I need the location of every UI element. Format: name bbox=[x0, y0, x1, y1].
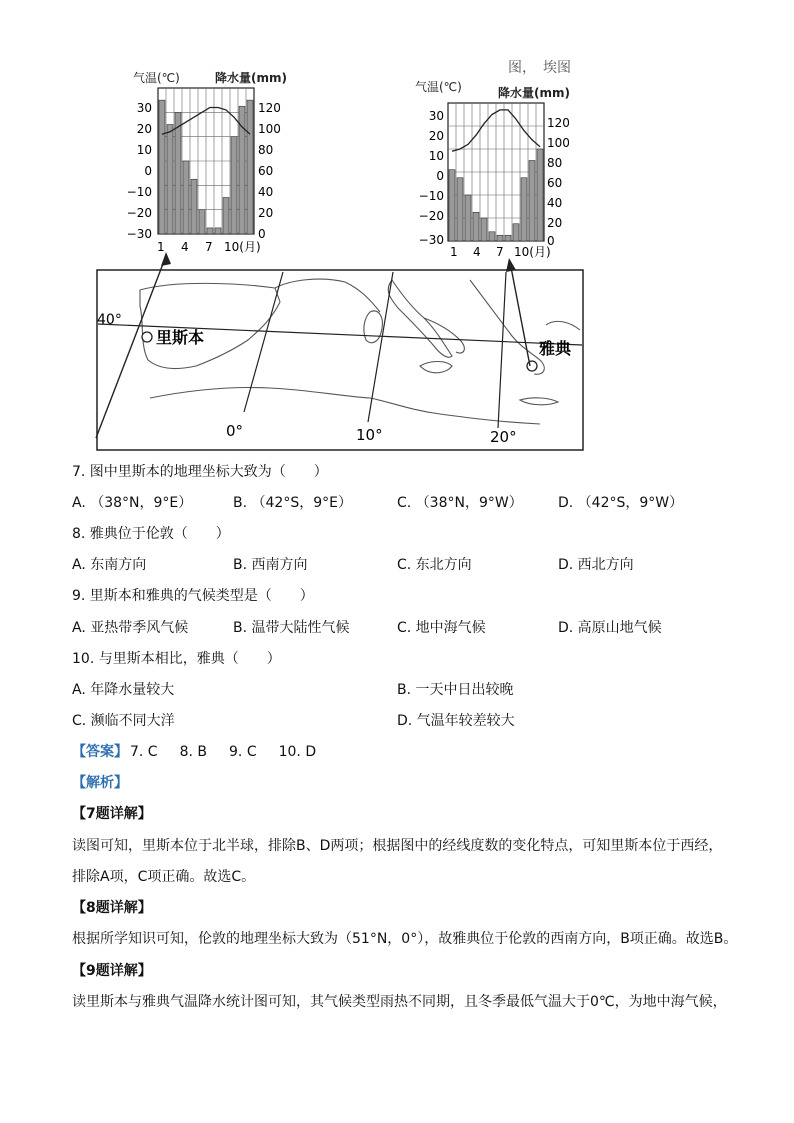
right-precip-bar bbox=[529, 161, 535, 242]
right-temp-tick: −10 bbox=[418, 189, 444, 203]
meridian-0-label: 0° bbox=[226, 422, 244, 440]
right-x-tick: 4 bbox=[473, 245, 481, 259]
left-chart-temp-ticks bbox=[127, 101, 152, 241]
q9-option-b[interactable]: B. 温带大陆性气候 bbox=[233, 620, 350, 636]
greece-coastline bbox=[470, 280, 544, 374]
right-precip-bar bbox=[473, 212, 479, 241]
africa-coastline bbox=[150, 387, 540, 424]
q9-option-a[interactable]: A. 亚热带季风气候 bbox=[72, 620, 189, 636]
turkey-coastline bbox=[546, 321, 580, 330]
top-fragment-text: 图， 埃图 bbox=[480, 60, 571, 76]
right-precip-tick: 40 bbox=[547, 196, 563, 210]
q7-option-c[interactable]: C. （38°N，9°W） bbox=[397, 495, 523, 511]
q7-option-b[interactable]: B. （42°S，9°E） bbox=[233, 495, 352, 511]
left-x-tick: 10(月) bbox=[224, 240, 261, 254]
detail-7-text: 读图可知，里斯本位于北半球，排除B、D两项；根据图中的经线度数的变化特点，可知里斯本位于西经， bbox=[72, 838, 723, 854]
right-temp-tick: −20 bbox=[418, 209, 444, 223]
lisbon-pointer-line bbox=[96, 256, 166, 438]
right-temp-tick: 30 bbox=[428, 109, 444, 123]
detail-9-head: 【9题详解】 bbox=[72, 963, 152, 979]
q10-option-a[interactable]: A. 年降水量较大 bbox=[72, 682, 175, 698]
right-precip-bar bbox=[513, 224, 519, 241]
analysis-tag: 【解析】 bbox=[72, 775, 128, 791]
left-temp-tick: 0 bbox=[144, 164, 152, 178]
meridian-10-line bbox=[368, 272, 393, 422]
right-precip-bar bbox=[497, 235, 503, 241]
right-x-tick: 7 bbox=[496, 245, 504, 259]
left-precip-bar bbox=[247, 100, 253, 234]
meridian-0-line bbox=[244, 272, 283, 412]
meridian-10-label: 10° bbox=[356, 426, 383, 444]
left-temp-tick: 10 bbox=[136, 143, 152, 157]
question-8-stem: 8. 雅典位于伦敦（ ） bbox=[72, 526, 230, 542]
right-precip-tick: 100 bbox=[547, 136, 570, 150]
answer-item: 8. B bbox=[179, 744, 208, 760]
question-7-stem: 7. 图中里斯本的地理坐标大致为（ ） bbox=[72, 464, 328, 480]
right-chart-x-ticks bbox=[450, 245, 551, 259]
left-precip-bar bbox=[223, 198, 229, 235]
left-precip-bar bbox=[231, 137, 237, 234]
figure-svg bbox=[0, 0, 794, 460]
iberia-coastline bbox=[140, 283, 280, 368]
detail-8-head: 【8题详解】 bbox=[72, 900, 152, 916]
right-chart-temp-title: 气温(℃) bbox=[415, 80, 462, 94]
mediterranean-map bbox=[96, 252, 583, 450]
q10-option-c[interactable]: C. 濒临不同大洋 bbox=[72, 713, 175, 729]
left-chart-precip-title: 降水量(mm) bbox=[215, 71, 287, 85]
right-precip-tick: 60 bbox=[547, 176, 563, 190]
athens-marker bbox=[527, 361, 537, 371]
left-precip-tick: 80 bbox=[258, 143, 274, 157]
right-precip-bar bbox=[521, 178, 527, 241]
italy-heel bbox=[424, 318, 464, 353]
answer-line bbox=[72, 742, 338, 762]
detail-8-text: 根据所学知识可知，伦敦的地理坐标大致为（51°N，0°），故雅典位于伦敦的西南方向，B项正确。故选B。 bbox=[72, 931, 738, 947]
left-chart-x-ticks bbox=[157, 240, 261, 254]
left-precip-bar bbox=[183, 161, 189, 234]
left-precip-bar bbox=[159, 100, 165, 234]
right-precip-bar bbox=[537, 149, 543, 241]
left-precip-tick: 120 bbox=[258, 101, 281, 115]
left-temp-tick: −10 bbox=[126, 185, 152, 199]
meridian-20-label: 20° bbox=[490, 428, 517, 446]
left-precip-tick: 60 bbox=[258, 164, 274, 178]
right-x-tick: 1 bbox=[450, 245, 458, 259]
right-temp-tick: 0 bbox=[436, 169, 444, 183]
left-precip-tick: 100 bbox=[258, 122, 281, 136]
climate-map-figure bbox=[0, 0, 794, 460]
left-temp-tick: 20 bbox=[136, 122, 152, 136]
sardinia bbox=[364, 311, 382, 343]
left-precip-bar bbox=[199, 210, 205, 234]
athens-pointer-arrow bbox=[506, 258, 516, 272]
question-9-stem: 9. 里斯本和雅典的气候类型是（ ） bbox=[72, 588, 314, 604]
q9-option-d[interactable]: D. 高原山地气候 bbox=[558, 620, 662, 636]
q8-option-b[interactable]: B. 西南方向 bbox=[233, 557, 308, 573]
left-temp-tick: −20 bbox=[126, 206, 152, 220]
map-frame bbox=[97, 270, 583, 450]
lisbon-climate-chart bbox=[127, 70, 287, 254]
left-precip-tick: 40 bbox=[258, 185, 274, 199]
left-temp-tick: −30 bbox=[126, 227, 152, 241]
left-x-tick: 1 bbox=[157, 240, 165, 254]
meridian-20-line bbox=[498, 272, 506, 428]
right-precip-tick: 120 bbox=[547, 116, 570, 130]
right-chart-temp-ticks bbox=[419, 109, 444, 247]
right-precip-bar bbox=[465, 195, 471, 241]
q7-option-a[interactable]: A. （38°N，9°E） bbox=[72, 495, 193, 511]
lisbon-pointer-arrow bbox=[161, 252, 171, 266]
left-precip-bar bbox=[239, 106, 245, 234]
left-temp-tick: 30 bbox=[136, 101, 152, 115]
italy-coastline bbox=[388, 280, 452, 357]
detail-9-text: 读里斯本与雅典气温降水统计图可知，其气候类型雨热不同期，且冬季最低气温大于0℃，为地中海气候， bbox=[72, 994, 727, 1010]
lisbon-marker bbox=[142, 332, 152, 342]
athens-climate-chart bbox=[415, 79, 570, 259]
left-precip-bar bbox=[191, 179, 197, 234]
left-precip-bar bbox=[175, 112, 181, 234]
left-precip-tick: 20 bbox=[258, 206, 274, 220]
right-x-tick: 10(月) bbox=[514, 245, 551, 259]
latitude-40-label: 40° bbox=[97, 312, 122, 328]
q7-option-d[interactable]: D. （42°S，9°W） bbox=[558, 495, 684, 511]
right-temp-tick: 10 bbox=[428, 149, 444, 163]
q8-option-d[interactable]: D. 西北方向 bbox=[558, 557, 634, 573]
left-precip-bar bbox=[167, 125, 173, 235]
answer-item: 9. C bbox=[229, 744, 257, 760]
right-chart-precip-title: 降水量(mm) bbox=[498, 86, 570, 100]
question-10-stem: 10. 与里斯本相比，雅典（ ） bbox=[72, 651, 281, 667]
right-precip-tick: 80 bbox=[547, 156, 563, 170]
athens-pointer-line bbox=[510, 262, 530, 366]
left-x-tick: 4 bbox=[181, 240, 189, 254]
lisbon-label: 里斯本 bbox=[156, 328, 205, 347]
left-precip-bar bbox=[207, 228, 213, 234]
answer-item: 10. D bbox=[278, 744, 317, 760]
france-coastline bbox=[275, 279, 380, 312]
crete bbox=[520, 398, 558, 405]
q9-option-c[interactable]: C. 地中海气候 bbox=[397, 620, 486, 636]
answer-item: 7. C bbox=[130, 744, 158, 760]
right-precip-bar bbox=[505, 235, 511, 241]
left-precip-tick: 0 bbox=[258, 227, 266, 241]
right-temp-tick: −30 bbox=[418, 233, 444, 247]
q10-option-d[interactable]: D. 气温年较差较大 bbox=[397, 713, 515, 729]
q8-option-a[interactable]: A. 东南方向 bbox=[72, 557, 147, 573]
right-precip-bar bbox=[489, 232, 495, 241]
q10-option-b[interactable]: B. 一天中日出较晚 bbox=[397, 682, 514, 698]
left-chart-temp-title: 气温(℃) bbox=[133, 71, 180, 85]
right-precip-bar bbox=[449, 170, 455, 241]
detail-7-head: 【7题详解】 bbox=[72, 806, 152, 822]
right-precip-tick: 0 bbox=[547, 234, 555, 248]
detail-7-text: 排除A项，C项正确。故选C。 bbox=[72, 869, 256, 885]
right-precip-bar bbox=[457, 178, 463, 241]
athens-label: 雅典 bbox=[539, 339, 572, 358]
right-temp-tick: 20 bbox=[428, 129, 444, 143]
left-x-tick: 7 bbox=[205, 240, 213, 254]
sicily bbox=[420, 362, 452, 373]
right-precip-bar bbox=[481, 218, 487, 241]
answer-tag: 【答案】 bbox=[72, 744, 128, 760]
right-chart-precip-ticks bbox=[547, 116, 570, 248]
right-precip-tick: 20 bbox=[547, 216, 563, 230]
left-chart-precip-ticks bbox=[258, 101, 281, 241]
left-precip-bar bbox=[215, 228, 221, 234]
q8-option-c[interactable]: C. 东北方向 bbox=[397, 557, 472, 573]
